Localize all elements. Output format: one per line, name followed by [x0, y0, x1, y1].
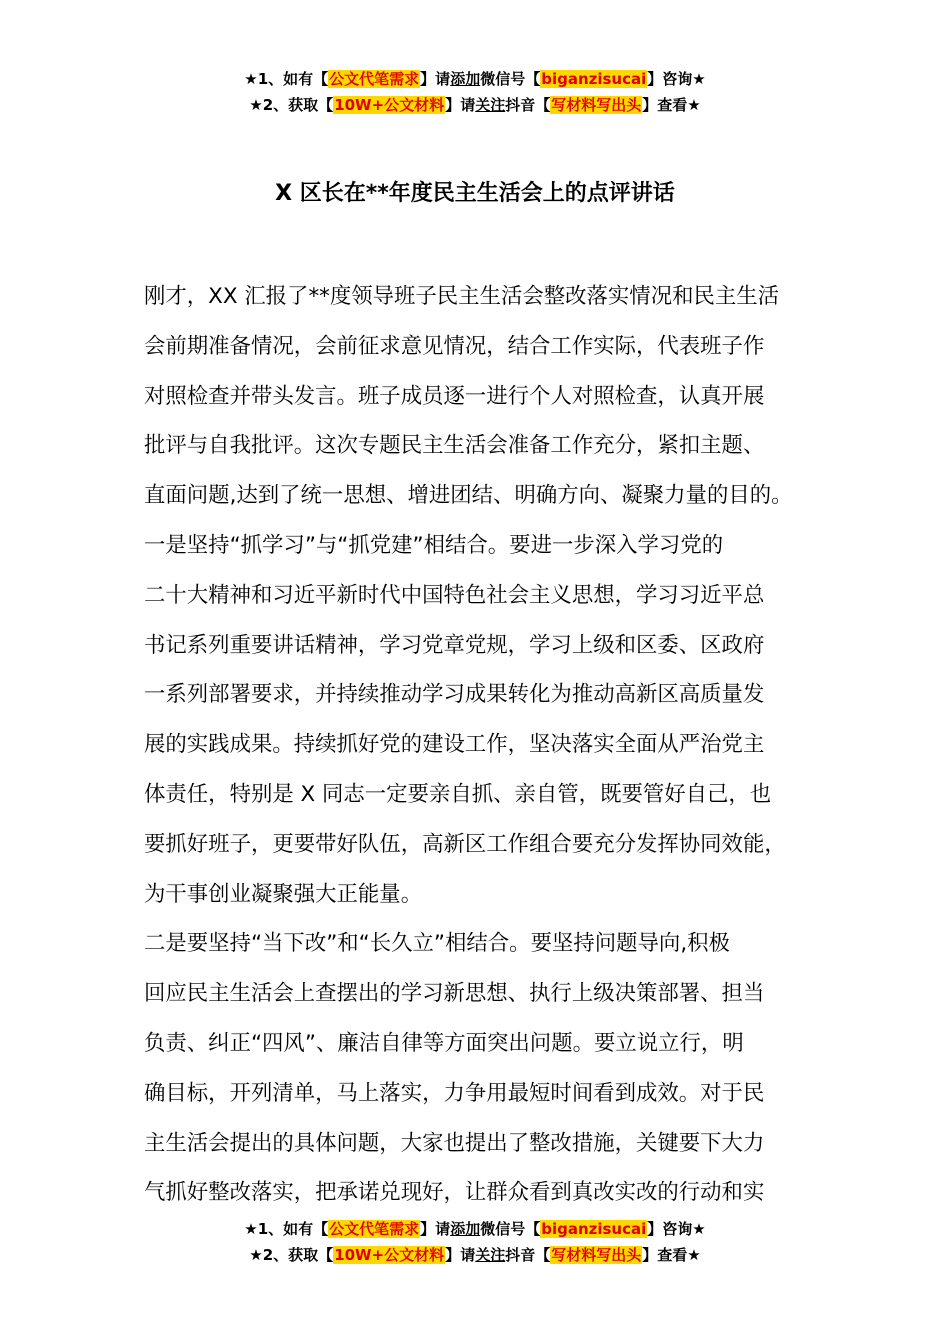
banner-highlight: biganzisucai	[541, 70, 647, 88]
body-line: 会前期准备情况，会前征求意见情况，结合工作实际，代表班子作	[144, 333, 765, 359]
banner-highlight: 10W+公文材料	[334, 1246, 445, 1264]
banner-highlight: 写材料写出头	[551, 96, 642, 114]
banner-line-1: ★1、如有【公文代笔需求】请添加微信号【biganzisucai】咨询★	[244, 70, 706, 88]
body-line: 二十大精神和习近平新时代中国特色社会主义思想，学习习近平总	[144, 582, 765, 608]
body-line: 直面问题,达到了统一思想、增进团结、明确方向、凝聚力量的目的。	[144, 483, 793, 509]
banner-line-1: ★1、如有【公文代笔需求】请添加微信号【biganzisucai】咨询★	[244, 1220, 706, 1238]
body-line: 对照检查并带头发言。班子成员逐一进行个人对照检查，认真开展	[144, 383, 765, 409]
document-title: X 区长在**年度民主生活会上的点评讲话	[275, 181, 675, 206]
footer-banner	[0, 1216, 950, 1268]
body-line: 二是要坚持“当下改”和“长久立”相结合。要坚持问题导向,积极	[144, 931, 730, 957]
banner-line-2: ★2、获取【10W+公文材料】请关注抖音【写材料写出头】查看★	[249, 96, 701, 114]
body-line: 确目标，开列清单，马上落实，力争用最短时间看到成效。对于民	[144, 1080, 765, 1106]
body-line: 气抓好整改落实，把承诺兑现好，让群众看到真改实改的行动和实	[144, 1180, 765, 1206]
body-line: 刚才，XX 汇报了**度领导班子民主生活会整改落实情况和民主生活	[144, 284, 780, 309]
body-line: 批评与自我批评。这次专题民主生活会准备工作充分，紧扣主题、	[144, 433, 765, 459]
banner-highlight: 公文代笔需求	[329, 1220, 420, 1238]
body-line: 展的实践成果。持续抓好党的建设工作，坚决落实全面从严治党主	[144, 732, 765, 758]
body-line: 回应民主生活会上查摆出的学习新思想、执行上级决策部署、担当	[144, 981, 765, 1007]
body-line: 一是坚持“抓学习”与“抓党建”相结合。要进一步深入学习党的	[144, 532, 724, 558]
body-line: 书记系列重要讲话精神，学习党章党规，学习上级和区委、区政府	[144, 632, 765, 658]
body-line: 要抓好班子，更要带好队伍，高新区工作组合要充分发挥协同效能，	[144, 831, 786, 857]
banner-highlight: 写材料写出头	[551, 1246, 642, 1264]
banner-highlight: biganzisucai	[541, 1220, 647, 1238]
banner-highlight: 10W+公文材料	[334, 96, 445, 114]
body-line: 负责、纠正“四风”、廉洁自律等方面突出问题。要立说立行，明	[144, 1030, 744, 1056]
header-banner	[0, 66, 950, 118]
banner-line-2: ★2、获取【10W+公文材料】请关注抖音【写材料写出头】查看★	[249, 1246, 701, 1264]
body-line: 一系列部署要求，并持续推动学习成果转化为推动高新区高质量发	[144, 682, 765, 708]
banner-highlight: 公文代笔需求	[329, 70, 420, 88]
body-line: 体责任，特别是 X 同志一定要亲自抓、亲自管，既要管好自己，也	[144, 781, 772, 807]
body-line: 为干事创业凝聚强大正能量。	[144, 881, 423, 907]
body-line: 主生活会提出的具体问题，大家也提出了整改措施，关键要下大力	[144, 1130, 765, 1156]
document-body	[144, 272, 834, 1218]
